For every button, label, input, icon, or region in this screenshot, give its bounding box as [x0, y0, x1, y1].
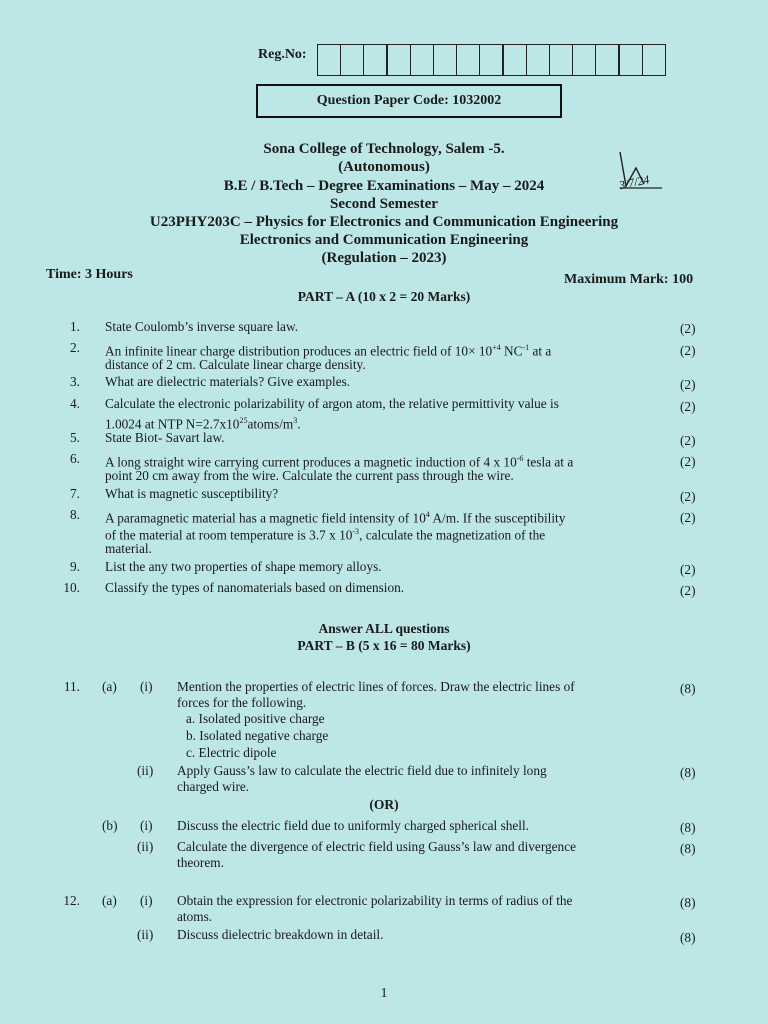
- q9-marks: (2): [680, 562, 696, 577]
- q5-text: State Biot- Savart law.: [105, 430, 225, 445]
- q8-number: 8.: [70, 507, 80, 522]
- max-mark-label: Maximum Mark: 100: [564, 272, 694, 287]
- reg-no-box[interactable]: [595, 44, 620, 76]
- q5-number: 5.: [70, 430, 80, 445]
- semester: Second Semester: [330, 196, 438, 212]
- q12-a-i-label: (i): [140, 893, 153, 908]
- q11-b-ii-marks: (8): [680, 841, 696, 856]
- reg-no-box[interactable]: [433, 44, 458, 76]
- q11-a-label: (a): [102, 679, 117, 694]
- q6-text-line2: point 20 cm away from the wire. Calculate the current pass through the wire.: [105, 468, 514, 483]
- q11-b-i-label: (i): [140, 818, 153, 833]
- reg-no-box[interactable]: [479, 44, 504, 76]
- q4-text-line2: 1.0024 at NTP $N=2.7x10^{25}atoms/m^3$.: [105, 416, 301, 432]
- reg-no-boxes: [318, 44, 666, 76]
- reg-no-box[interactable]: [456, 44, 481, 76]
- q5-marks: (2): [680, 433, 696, 448]
- exam-title: B.E / B.Tech – Degree Examinations – May – 2024: [223, 178, 545, 194]
- q7-text: What is magnetic susceptibility?: [105, 486, 279, 501]
- q11-b-i-marks: (8): [680, 820, 696, 835]
- q11-b-i-text: Discuss the electric field due to uniformly charged spherical shell.: [177, 818, 530, 833]
- q8-text: A paramagnetic material has a magnetic field intensity of $10^4$ A/m. If the susceptibility: [105, 510, 566, 526]
- q12-a-ii-label: (ii): [137, 927, 154, 942]
- q3-number: 3.: [70, 374, 80, 389]
- reg-no-box[interactable]: [642, 44, 667, 76]
- q4-number: 4.: [70, 396, 80, 411]
- q2-text: An infinite linear charge distribution produces an electric field of $10\times 10^{+4}$ $NC^{-1}$ at a: [105, 343, 552, 359]
- q12-a-i-text: Obtain the expression for electronic polarizability in terms of radius of the: [177, 893, 573, 908]
- reg-no-box[interactable]: [526, 44, 551, 76]
- q11-sub-a: a. Isolated positive charge: [186, 711, 325, 726]
- page-number: 1: [380, 986, 388, 1001]
- q11-b-ii-text: Calculate the divergence of electric field using Gauss’s law and divergence: [177, 839, 577, 854]
- q7-marks: (2): [680, 489, 696, 504]
- q12-a-i-marks: (8): [680, 895, 696, 910]
- q1-text: State Coulomb’s inverse square law.: [105, 319, 299, 334]
- reg-no-box[interactable]: [502, 44, 527, 76]
- q2-text-line2: distance of 2 cm. Calculate linear charge density.: [105, 357, 366, 372]
- q11-sub-c: c. Electric dipole: [186, 745, 277, 760]
- or-separator: (OR): [369, 797, 399, 812]
- q8-text-line3: material.: [105, 541, 152, 556]
- reg-no-label: Reg.No:: [258, 47, 307, 62]
- q2-marks: (2): [680, 343, 696, 358]
- signature-mark: [614, 146, 694, 198]
- q11-b-label: (b): [102, 818, 118, 833]
- autonomous-label: (Autonomous): [338, 159, 430, 175]
- reg-no-box[interactable]: [317, 44, 342, 76]
- q11-sub-b: b. Isolated negative charge: [186, 728, 329, 743]
- q6-text: A long straight wire carrying current produces a magnetic induction of 4 x $10^{-6}$ tesla at a: [105, 454, 574, 470]
- college-name: Sona College of Technology, Salem -5.: [263, 141, 505, 157]
- q7-number: 7.: [70, 486, 80, 501]
- q9-text: List the any two properties of shape memory alloys.: [105, 559, 382, 574]
- reg-no-box[interactable]: [410, 44, 435, 76]
- reg-no-box[interactable]: [340, 44, 365, 76]
- q6-marks: (2): [680, 454, 696, 469]
- question-paper-code: Question Paper Code: 1032002: [256, 84, 562, 118]
- branch: Electronics and Communication Engineering: [239, 232, 529, 248]
- reg-no-box[interactable]: [618, 44, 643, 76]
- course-title: U23PHY203C – Physics for Electronics and Communication Engineering: [149, 214, 619, 230]
- regulation: (Regulation – 2023): [321, 250, 447, 266]
- q11-b-ii-text-line2: theorem.: [177, 855, 224, 870]
- q11-a-i-marks: (8): [680, 681, 696, 696]
- q1-marks: (2): [680, 321, 696, 336]
- q11-b-ii-label: (ii): [137, 839, 154, 854]
- q11-a-ii-text: Apply Gauss’s law to calculate the electric field due to infinitely long: [177, 763, 547, 778]
- q10-text: Classify the types of nanomaterials based on dimension.: [105, 580, 405, 595]
- q9-number: 9.: [70, 559, 80, 574]
- q11-a-ii-text-line2: charged wire.: [177, 779, 250, 794]
- q10-number: 10.: [63, 580, 80, 595]
- q11-a-ii-label: (ii): [137, 763, 154, 778]
- q3-marks: (2): [680, 377, 696, 392]
- q11-a-i-label: (i): [140, 679, 153, 694]
- q10-marks: (2): [680, 583, 696, 598]
- q4-text: Calculate the electronic polarizability of argon atom, the relative permittivity value is: [105, 396, 559, 411]
- reg-no-box[interactable]: [386, 44, 411, 76]
- part-a-title: PART – A (10 x 2 = 20 Marks): [297, 289, 471, 304]
- part-b-instruction: Answer ALL questions: [318, 621, 450, 636]
- q11-a-i-text: Mention the properties of electric lines of forces. Draw the electric lines of: [177, 679, 575, 694]
- q8-text-line2: of the material at room temperature is 3.7 x $10^{-3}$, calculate the magnetization of the: [105, 527, 546, 543]
- q11-a-i-text-line2: forces for the following.: [177, 695, 307, 710]
- part-b-title: PART – B (5 x 16 = 80 Marks): [297, 638, 471, 653]
- q4-marks: (2): [680, 399, 696, 414]
- svg-text:3/7/24: 3/7/24: [617, 172, 651, 193]
- time-label: Time: 3 Hours: [46, 267, 133, 282]
- q11-a-ii-marks: (8): [680, 765, 696, 780]
- reg-no-box[interactable]: [363, 44, 388, 76]
- q11-number: 11.: [63, 679, 80, 694]
- q1-number: 1.: [70, 319, 80, 334]
- reg-no-box[interactable]: [572, 44, 597, 76]
- q12-number: 12.: [63, 893, 80, 908]
- q2-number: 2.: [70, 340, 80, 355]
- q8-marks: (2): [680, 510, 696, 525]
- reg-no-box[interactable]: [549, 44, 574, 76]
- q12-a-label: (a): [102, 893, 117, 908]
- q6-number: 6.: [70, 451, 80, 466]
- q12-a-i-text-line2: atoms.: [177, 909, 213, 924]
- q3-text: What are dielectric materials? Give examples.: [105, 374, 351, 389]
- q12-a-ii-marks: (8): [680, 930, 696, 945]
- q12-a-ii-text: Discuss dielectric breakdown in detail.: [177, 927, 384, 942]
